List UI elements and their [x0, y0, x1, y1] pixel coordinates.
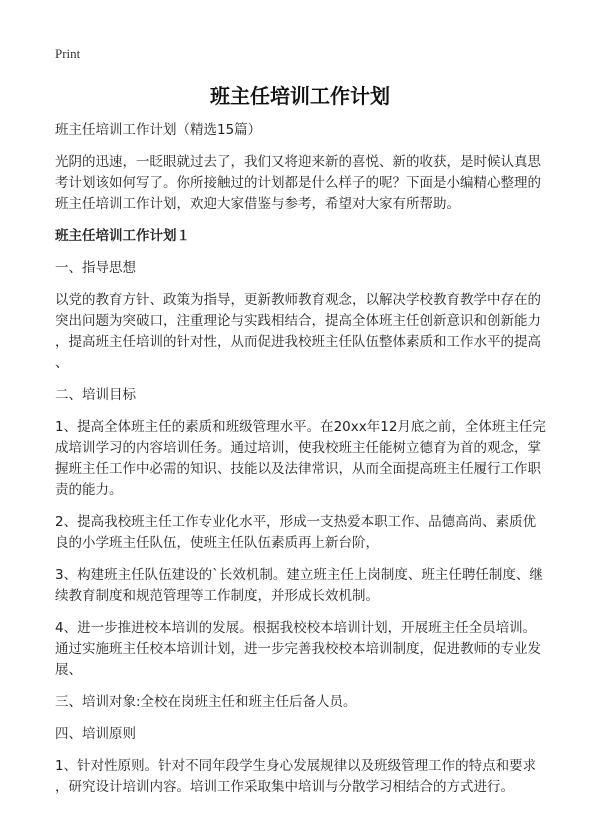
section-heading [55, 226, 555, 247]
text-line: 成培训学习的内容培训任务。通过培训，使我校班主任能树立德育为首的观念，掌 [55, 440, 541, 456]
text-line: 通过实施班主任校本培训计划，进一步完善我校校本培训制度，促进教师的专业发 [55, 641, 541, 657]
text-line: ，研究设计培训内容。培训工作采取集中培训与分散学习相结合的方式进行。 [55, 779, 514, 795]
paragraph [55, 756, 555, 798]
text-line: 考计划该如何写了。你所接触过的计划都是什么样子的呢？下面是小编精心整理的 [55, 175, 541, 191]
text-line: ，提高班主任培训的针对性，从而促进我校班主任队伍整体素质和工作水平的提高 [55, 334, 541, 350]
paragraph [55, 618, 555, 681]
text-line: 良的小学班主任队伍，使班主任队伍素质再上新台阶， [55, 535, 379, 551]
paragraph [55, 565, 555, 607]
paragraph [55, 290, 555, 374]
text-line: 班主任培训工作计划，欢迎大家借鉴与参考，希望对大家有所帮助。 [55, 196, 460, 212]
text-line: 班主任培训工作计划（精选15篇） [55, 122, 262, 138]
text-line: 责的能力。 [55, 482, 123, 498]
text-line: 光阴的迅速，一眨眼就过去了，我们又将迎来新的喜悦、新的收获，是时候认真思 [55, 154, 541, 170]
paragraph [55, 724, 555, 745]
paragraph [55, 152, 555, 215]
text-line: 展、 [55, 662, 82, 678]
text-line: 、 [55, 355, 69, 371]
text-line: 班主任培训工作计划１ [55, 228, 190, 244]
paragraph [55, 120, 555, 141]
text-line: 四、培训原则 [55, 726, 136, 742]
text-line: 二、培训目标 [55, 387, 136, 403]
paragraph [55, 258, 555, 279]
text-line: 一、指导思想 [55, 260, 136, 276]
text-line: 4、进一步推进校本培训的发展。根据我校校本培训计划，开展班主任全员培训。 [55, 620, 537, 636]
text-line: 握班主任工作中必需的知识、技能以及法律常识，从而全面提高班主任履行工作职 [55, 461, 541, 477]
text-line: 以党的教育方针、政策为指导，更新教师教育观念，以解决学校教育教学中存在的 [55, 292, 541, 308]
paragraph [55, 385, 555, 406]
paragraph [55, 692, 555, 713]
document-body [55, 120, 555, 809]
paragraph [55, 417, 555, 501]
text-line: 1、提高全体班主任的素质和班级管理水平。在20xx年12月底之前，全体班主任完 [55, 419, 546, 435]
document-title: 班主任培训工作计划 [210, 84, 390, 108]
print-link[interactable]: Print [55, 46, 81, 61]
text-line: 2、提高我校班主任工作专业化水平，形成一支热爱本职工作、品德高尚、素质优 [55, 514, 537, 530]
paragraph [55, 512, 555, 554]
text-line: 续教育制度和规范管理等工作制度，并形成长效机制。 [55, 588, 379, 604]
text-line: 1、针对性原则。针对不同年段学生身心发展规律以及班级管理工作的特点和要求 [55, 758, 537, 774]
text-line: 突出问题为突破口，注重理论与实践相结合，提高全体班主任创新意识和创新能力 [55, 313, 541, 329]
text-line: 3、构建班主任队伍建设的`长效机制。建立班主任上岗制度、班主任聘任制度、继 [55, 567, 543, 583]
text-line: 三、培训对象:全校在岗班主任和班主任后备人员。 [55, 694, 357, 710]
